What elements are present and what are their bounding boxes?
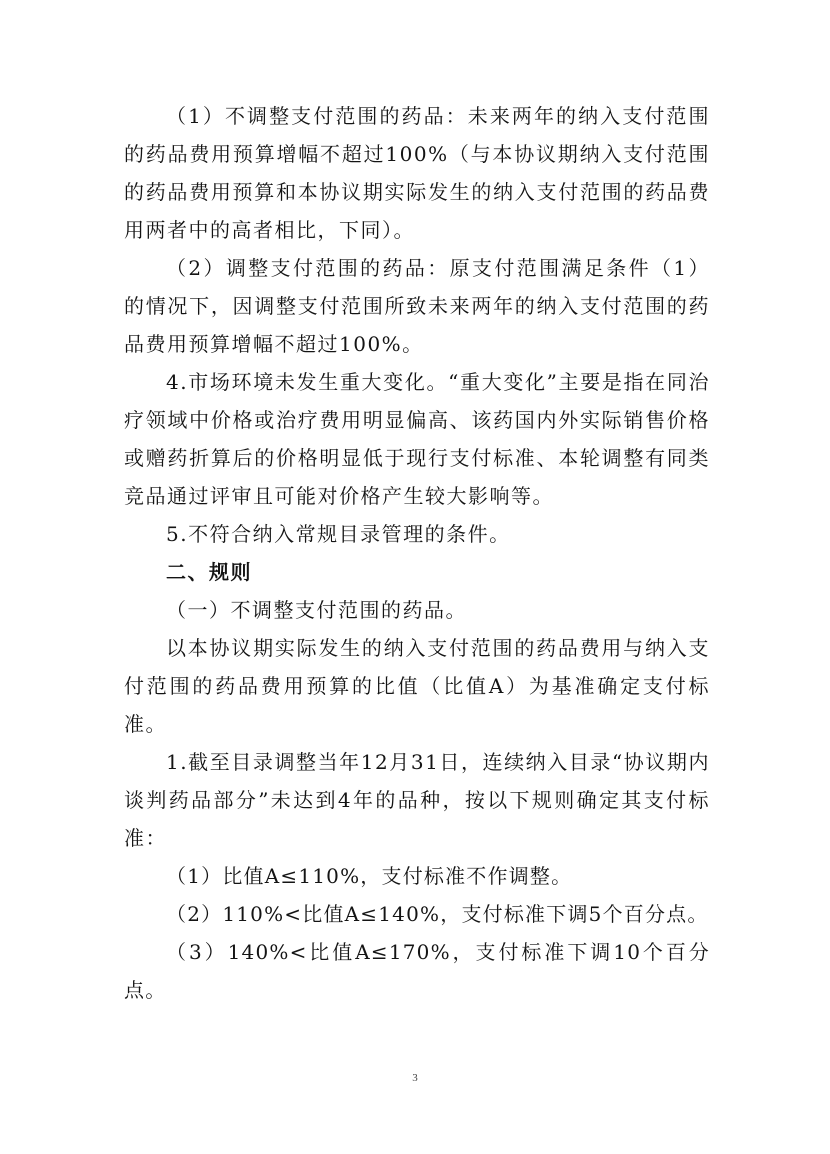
paragraph-item-5: 5.不符合纳入常规目录管理的条件。 — [166, 522, 511, 546]
rule-item-1: （1）比值A≤110%，支付标准不作调整。 — [166, 864, 573, 888]
document-body — [124, 97, 710, 1009]
section-heading-rules: 二、规则 — [166, 560, 252, 584]
subsection-heading-1: （一）不调整支付范围的药品。 — [166, 598, 467, 622]
paragraph-item-1-2: （2）调整支付范围的药品：原支付范围满足条件（1）的情况下，因调整支付范围所致未来两年的纳入支付范围的药品费用预算增幅不超过100%。 — [124, 256, 710, 356]
page-number: 3 — [412, 1072, 418, 1084]
paragraph-item-4: 4.市场环境未发生重大变化。“重大变化”主要是指在同治疗领域中价格或治疗费用明显偏高、该药国内外实际销售价格或赠药折算后的价格明显低于现行支付标准、本轮调整有同类竞品通过评审且可能对价格产生较大影响等。 — [124, 370, 710, 508]
rule-item-3: （3）140%<比值A≤170%，支付标准下调10个百分点。 — [124, 940, 710, 1002]
paragraph-rule-1: 1.截至目录调整当年12月31日，连续纳入目录“协议期内谈判药品部分”未达到4年的品种，按以下规则确定其支付标准： — [124, 750, 710, 850]
paragraph-basis: 以本协议期实际发生的纳入支付范围的药品费用与纳入支付范围的药品费用预算的比值（比值A）为基准确定支付标准。 — [124, 636, 710, 736]
rule-item-2: （2）110%<比值A≤140%，支付标准下调5个百分点。 — [166, 902, 709, 926]
paragraph-item-1-1: （1）不调整支付范围的药品：未来两年的纳入支付范围的药品费用预算增幅不超过100%（与本协议期纳入支付范围的药品费用预算和本协议期实际发生的纳入支付范围的药品费用两者中的高者相比，下同）。 — [124, 104, 710, 242]
